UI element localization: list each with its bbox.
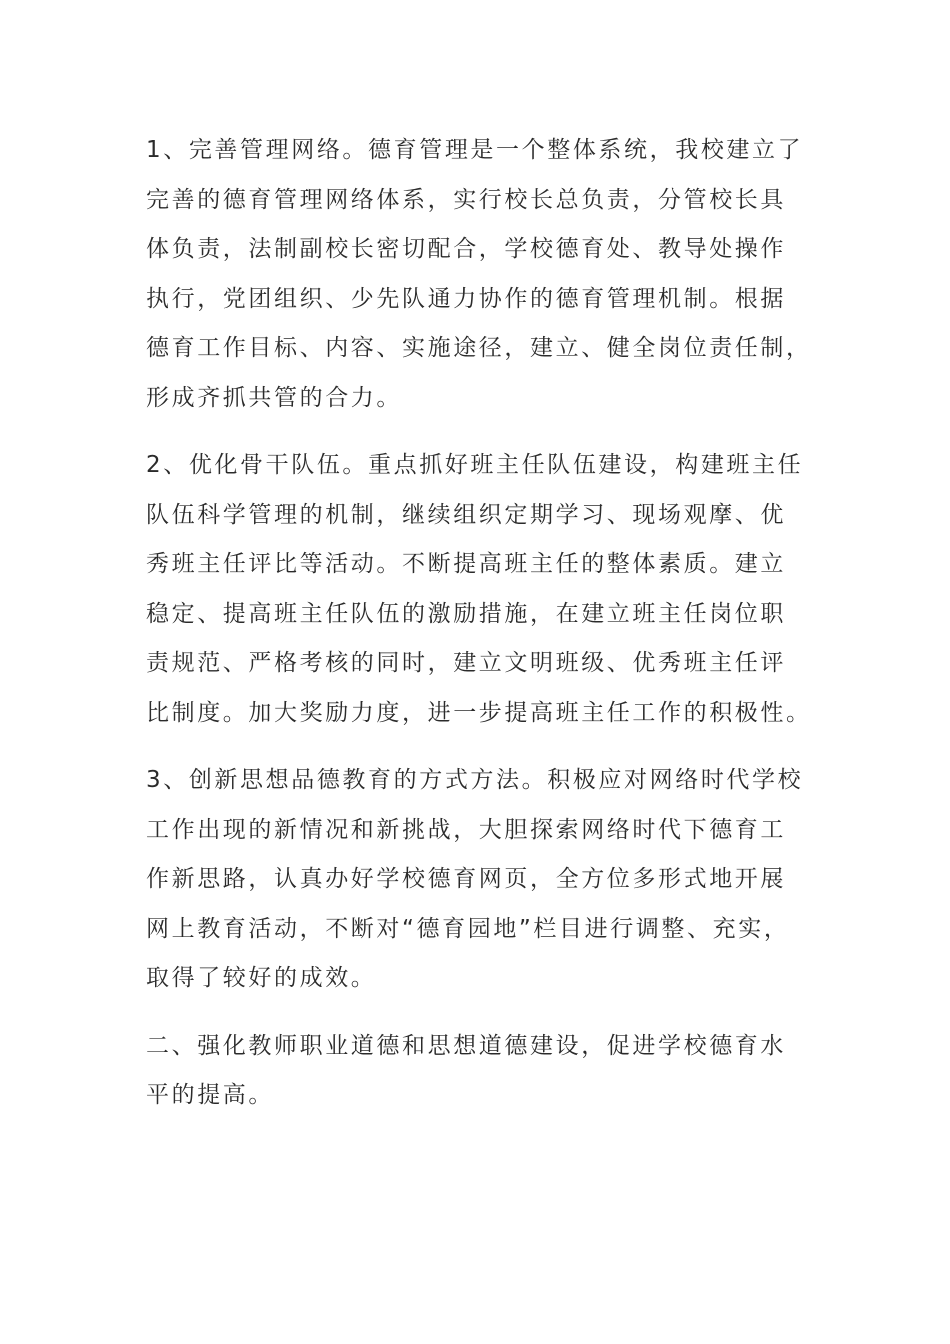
text-line: 2、优化骨干队伍。重点抓好班主任队伍建设，构建班主任	[146, 452, 804, 478]
text-line: 比制度。加大奖励力度，进一步提高班主任工作的积极性。	[146, 699, 812, 726]
text-line: 队伍科学管理的机制，继续组织定期学习、现场观摩、优	[146, 501, 786, 528]
text-line: 完善的德育管理网络体系，实行校长总负责，分管校长具	[146, 186, 786, 213]
section-heading-teacher-ethics	[146, 1022, 802, 1121]
text-line: 稳定、提高班主任队伍的激励措施，在建立班主任岗位职	[146, 600, 786, 627]
text-line: 1、完善管理网络。德育管理是一个整体系统，我校建立了	[146, 137, 804, 163]
text-line: 作新思路，认真办好学校德育网页，全方位多形式地开展	[146, 866, 786, 892]
paragraph-management-network	[146, 126, 812, 423]
text-line: 平的提高。	[146, 1082, 274, 1108]
paragraph-innovation-methods	[146, 756, 802, 1004]
text-line: 责规范、严格考核的同时，建立文明班级、优秀班主任评	[146, 650, 786, 676]
paragraph-backbone-team	[146, 441, 812, 738]
text-line: 执行，党团组织、少先队通力协作的德育管理机制。根据	[146, 285, 786, 312]
text-line: 二、强化教师职业道德和思想道德建设，促进学校德育水	[146, 1032, 786, 1059]
text-line: 德育工作目标、内容、实施途径，建立、健全岗位责任制，	[146, 335, 812, 361]
text-line: 秀班主任评比等活动。不断提高班主任的整体素质。建立	[146, 551, 786, 577]
document-body	[146, 126, 812, 1139]
text-line: 形成齐抓共管的合力。	[146, 384, 402, 411]
text-line: 3、创新思想品德教育的方式方法。积极应对网络时代学校	[146, 767, 804, 793]
text-line: 网上教育活动，不断对“德育园地”栏目进行调整、充实，	[146, 915, 790, 942]
text-line: 体负责，法制副校长密切配合，学校德育处、教导处操作	[146, 236, 786, 262]
text-line: 工作出现的新情况和新挑战，大胆探索网络时代下德育工	[146, 816, 786, 843]
text-line: 取得了较好的成效。	[146, 965, 377, 991]
